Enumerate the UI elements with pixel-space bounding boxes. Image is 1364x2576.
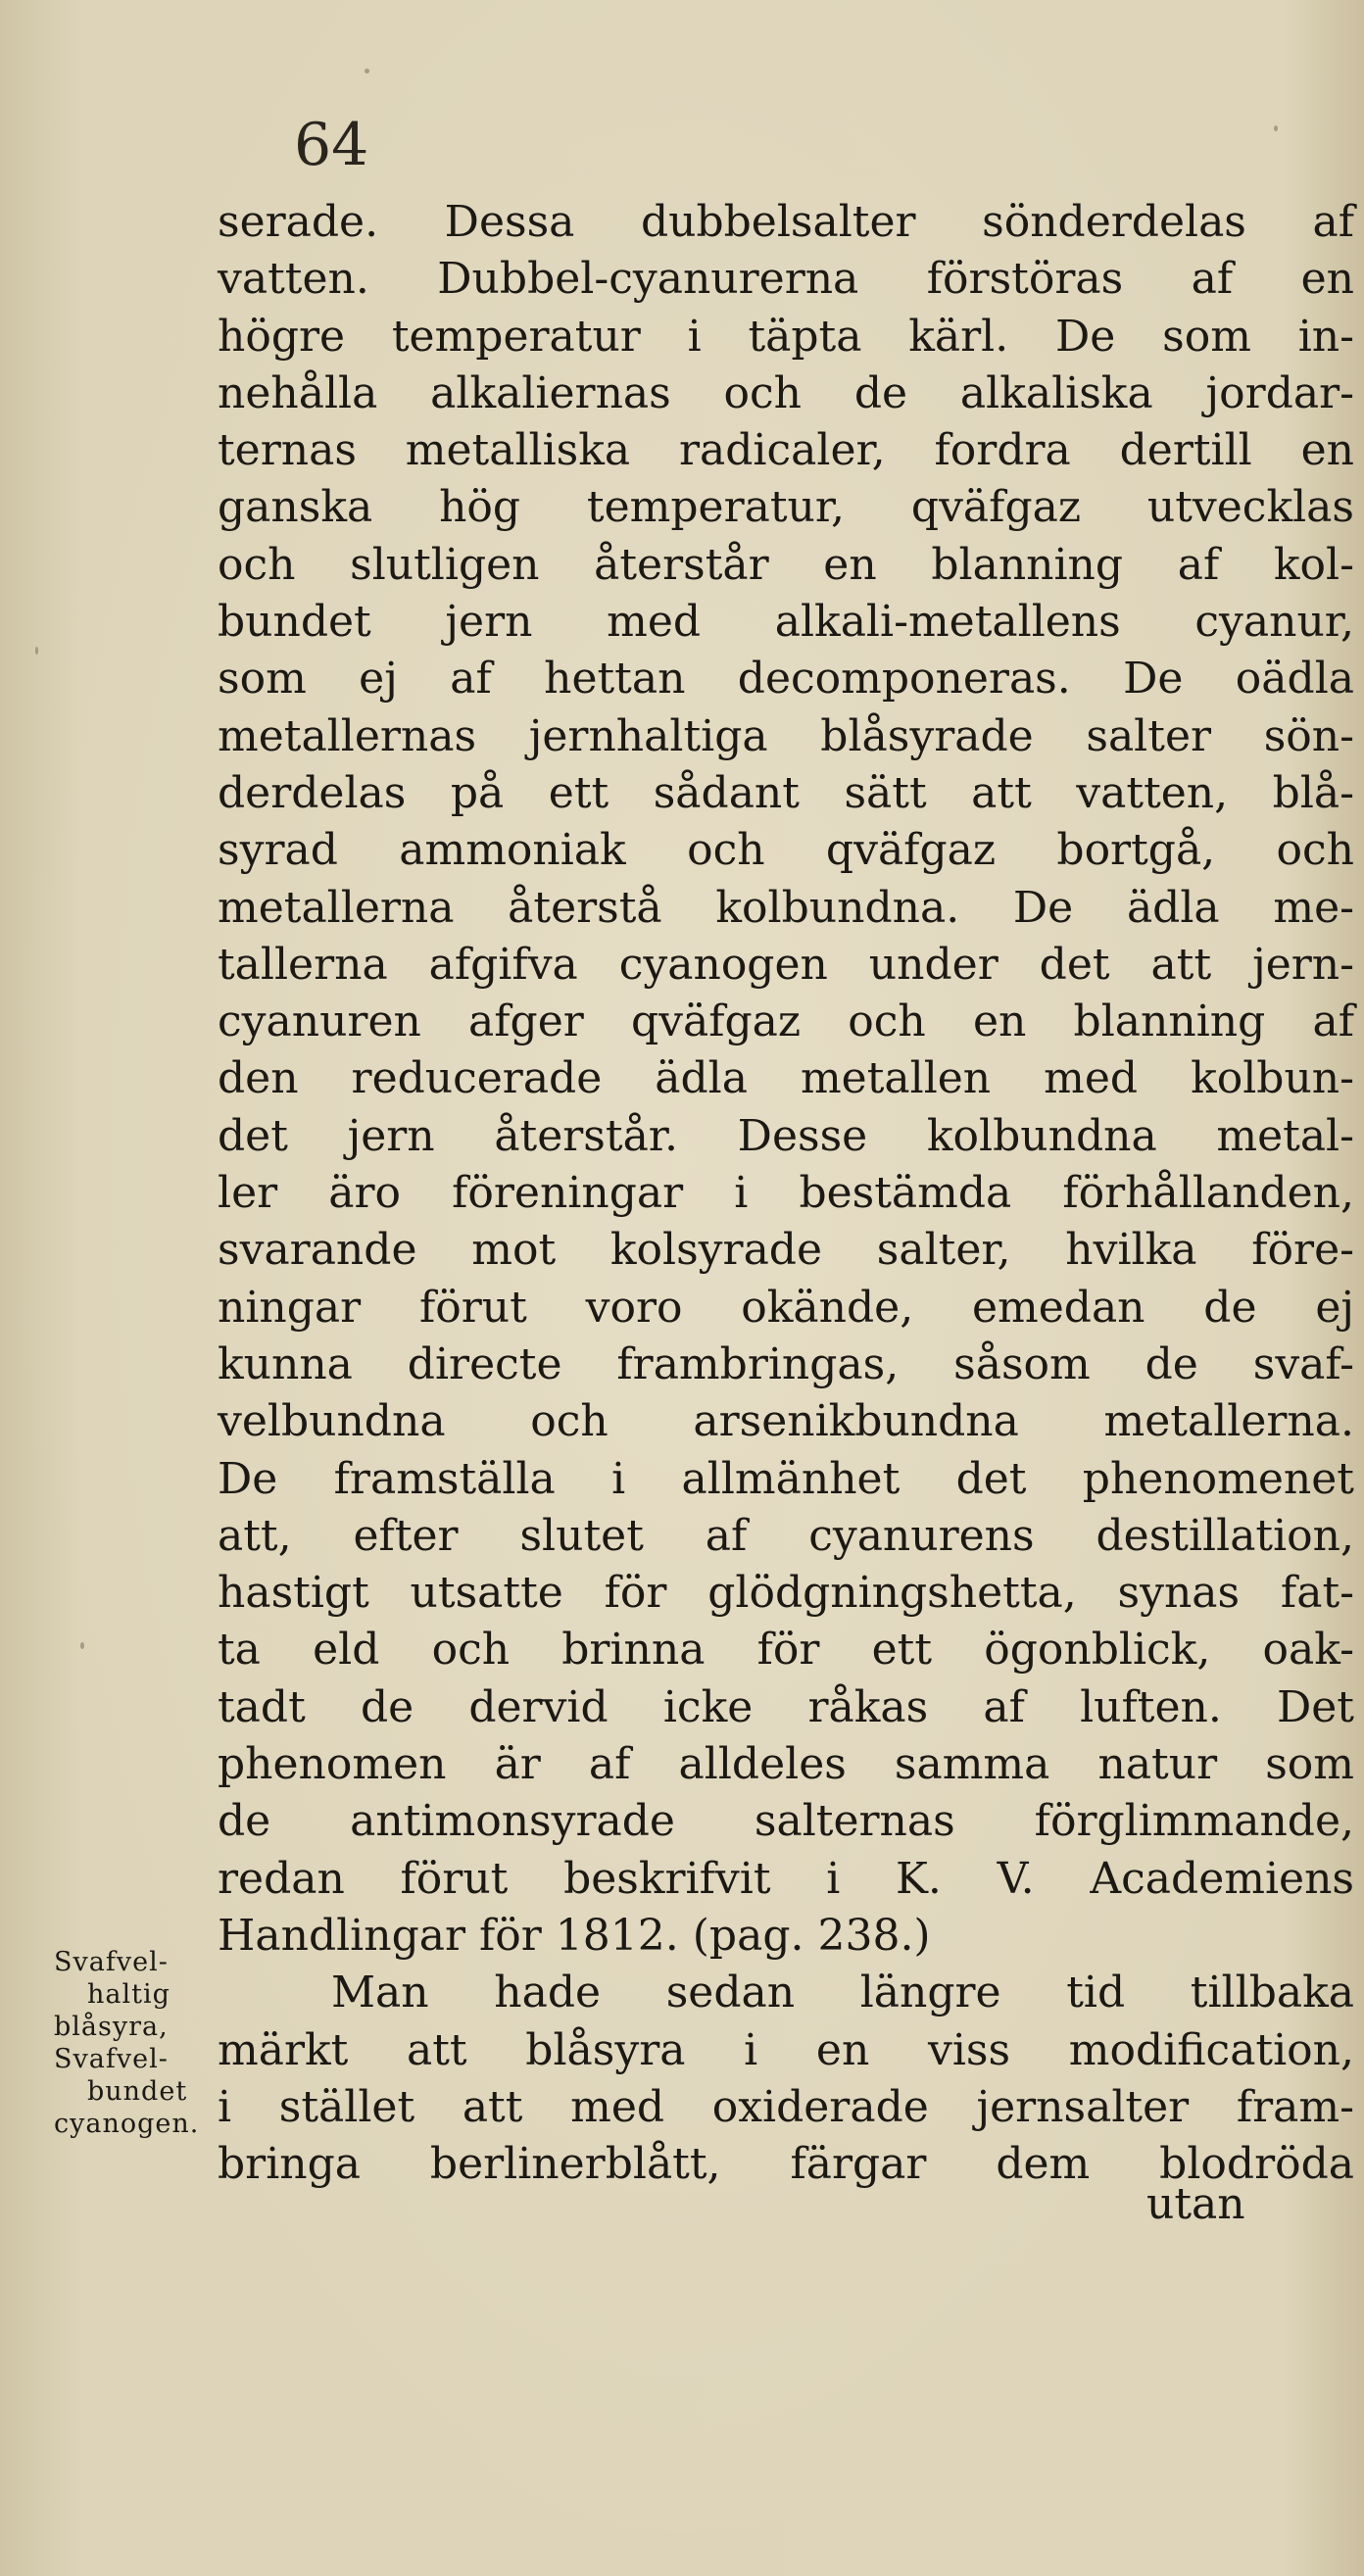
text-line: i stället att med oxiderade jernsalter fram- [218,2081,1354,2132]
ink-speck [80,1642,84,1649]
text-line: den reducerade ädla metallen med kolbun- [218,1053,1354,1104]
text-line: bringa berlinerblått, färgar dem blodröda [218,2139,1354,2190]
text-line: Handlingar för 1812. (pag. 238.) [218,1910,931,1961]
margin-note-line: blåsyra, [54,2012,169,2042]
text-line: vatten. Dubbel-cyanurerna förstöras af en [218,254,1354,305]
catchword: utan [1146,2179,1245,2229]
ink-speck [365,69,369,73]
text-line: metallerna återstå kolbundna. De ädla me- [218,882,1354,933]
text-line: de antimonsyrade salternas förglimmande, [218,1796,1354,1847]
text-line: tadt de dervid icke råkas af luften. Det [218,1681,1354,1732]
text-line: ta eld och brinna för ett ögonblick, oak- [218,1625,1354,1676]
text-line: ningar förut voro okände, emedan de ej [218,1282,1354,1333]
text-line: att, efter slutet af cyanurens destillation, [218,1510,1354,1561]
margin-note-line: cyanogen. [54,2109,200,2139]
text-line: det jern återstår. Desse kolbundna metal- [218,1110,1354,1161]
text-line: redan förut beskrifvit i K. V. Academiens [218,1853,1354,1904]
text-line: phenomen är af alldeles samma natur som [218,1739,1354,1790]
text-line: Man hade sedan längre tid tillbaka [331,1968,1354,2018]
margin-note [54,1946,220,2140]
text-line: ternas metalliska radicaler, fordra dertill en [218,425,1354,476]
text-line: cyanuren afger qväfgaz och en blanning af [218,996,1354,1047]
margin-note-line: Svafvel- [54,2044,169,2074]
text-line: velbundna och arsenikbundna metallerna. [218,1396,1354,1447]
ink-speck [35,647,38,655]
ink-speck [1274,125,1278,131]
text-line: högre temperatur i täpta kärl. De som in- [218,311,1354,362]
text-line: tallerna afgifva cyanogen under det att jern- [218,939,1354,990]
text-line: derdelas på ett sådant sätt att vatten, blå- [218,767,1354,818]
body-text [218,194,1354,2193]
text-line: nehålla alkaliernas och de alkaliska jordar- [218,367,1354,418]
text-line: syrad ammoniak och qväfgaz bortgå, och [218,825,1354,876]
text-line: hastigt utsatte för glödgningshetta, synas fat- [218,1568,1354,1619]
text-line: märkt att blåsyra i en viss modification, [218,2024,1354,2075]
text-line: bundet jern med alkali-metallens cyanur, [218,597,1354,648]
text-line: som ej af hettan decomponeras. De oädla [218,654,1354,705]
margin-note-line: bundet [87,2076,188,2107]
margin-note-line: haltig [87,1979,170,2010]
text-line: svarande mot kolsyrade salter, hvilka före- [218,1225,1354,1276]
text-line: och slutligen återstår en blanning af kol- [218,539,1354,590]
text-line: serade. Dessa dubbelsalter sönderdelas af [218,197,1354,247]
text-line: De framställa i allmänhet det phenomenet [218,1453,1354,1504]
margin-note-line: Svafvel- [54,1947,169,1977]
text-line: ganska hög temperatur, qväfgaz utvecklas [218,482,1354,533]
page-number: 64 [294,111,369,179]
text-line: ler äro föreningar i bestämda förhållanden, [218,1168,1354,1219]
text-line: metallernas jernhaltiga blåsyrade salter sön- [218,710,1354,761]
text-line: kunna directe frambringas, såsom de svaf- [218,1338,1354,1389]
